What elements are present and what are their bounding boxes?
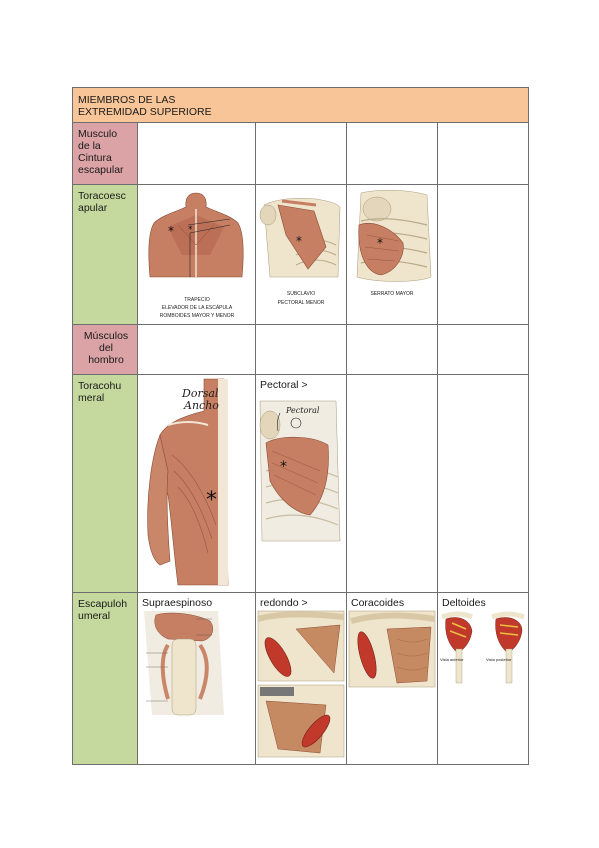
empty-cell [438,185,529,325]
row-label-line: umeral [78,610,111,622]
row-label-line: Toracohu [78,380,122,392]
caption-pectoral-menor: PECTORAL MENOR [277,300,325,306]
caption-subclavio: SUBCLAVIO [286,291,316,297]
table-title-line-1: MIEMBROS DE LAS [78,94,176,106]
cell-label-supraespinoso: Supraespinoso [142,597,213,609]
coracobrachialis-image [347,609,438,689]
empty-cell [138,123,256,185]
cell-label-coracoides: Coracoides [351,597,405,609]
asterisk-marker-icon: * [206,488,217,513]
row-label-line: Musculo [78,128,118,140]
asterisk-marker-icon: * [168,224,174,238]
row-label-cintura-escapular [73,123,138,185]
cell-label-pectoral: Pectoral > [260,379,308,391]
pectoral-image [256,391,347,589]
empty-cell [347,325,438,375]
back-muscles-image [138,185,256,323]
table-title-line-2: EXTREMIDAD SUPERIORE [78,106,212,118]
empty-cell [438,375,529,593]
tag-vista-anterior: Vista anterior [440,657,464,662]
row-label-line: hombro [88,354,124,366]
image-cell-redondo [256,593,347,765]
row-label-line: Músculos [83,330,129,342]
chest-muscles-image [256,185,347,323]
caption-romboides: ROMBOIDES MAYOR Y MENOR [159,313,235,319]
image-cell-subclavio [256,185,347,325]
empty-cell [438,123,529,185]
row-label-line: Escapuloh [78,598,128,610]
row-label-line: Cintura [78,152,112,164]
image-cell-pectoral [256,375,347,593]
asterisk-marker-icon: * [296,234,302,248]
deltoid-image [438,609,529,689]
image-cell-deltoides [438,593,529,765]
image-cell-serrato [347,185,438,325]
empty-cell [256,123,347,185]
teres-image [256,609,347,759]
row-label-line: Toracoesc [78,190,126,202]
handwritten-pectoral: Pectoral [286,406,320,415]
row-label-line: del [98,342,113,354]
row-label-line: apular [78,202,108,214]
asterisk-marker-icon: * [280,459,287,475]
supraspinatus-image [138,609,256,719]
muscles-table [72,87,529,765]
image-cell-trapecio [138,185,256,325]
row-label-musculos-hombro [73,325,138,375]
empty-cell [138,325,256,375]
handwritten-ancho: Ancho [184,399,219,412]
caption-trapecio: TRAPECIO [184,297,210,303]
asterisk-marker-icon: * [188,225,193,235]
empty-cell [347,375,438,593]
latissimus-image [138,375,256,591]
image-cell-dorsal-ancho [138,375,256,593]
handwritten-dorsal: Dorsal [182,387,219,400]
image-cell-supraespinoso [138,593,256,765]
empty-cell [347,123,438,185]
row-label-line: meral [78,392,105,404]
ribcage-serratus-image [347,185,438,323]
row-label-toracoescapular [73,185,138,325]
image-cell-coracoides [347,593,438,765]
empty-cell [438,325,529,375]
row-label-line: escapular [78,164,124,176]
caption-serrato-mayor: SERRATO MAYOR [370,291,414,297]
asterisk-marker-icon: * [377,236,383,250]
table-title [73,88,529,123]
cell-label-deltoides: Deltoides [442,597,486,609]
row-label-line: de la [78,140,101,152]
empty-cell [256,325,347,375]
tag-vista-posterior: Vista posterior [486,657,512,662]
row-label-escapulohumeral [73,593,138,765]
row-label-toracohumeral [73,375,138,593]
cell-label-redondo: redondo > [260,597,308,609]
caption-elevador-escapula: ELEVADOR DE LA ESCÁPULA [161,305,233,311]
